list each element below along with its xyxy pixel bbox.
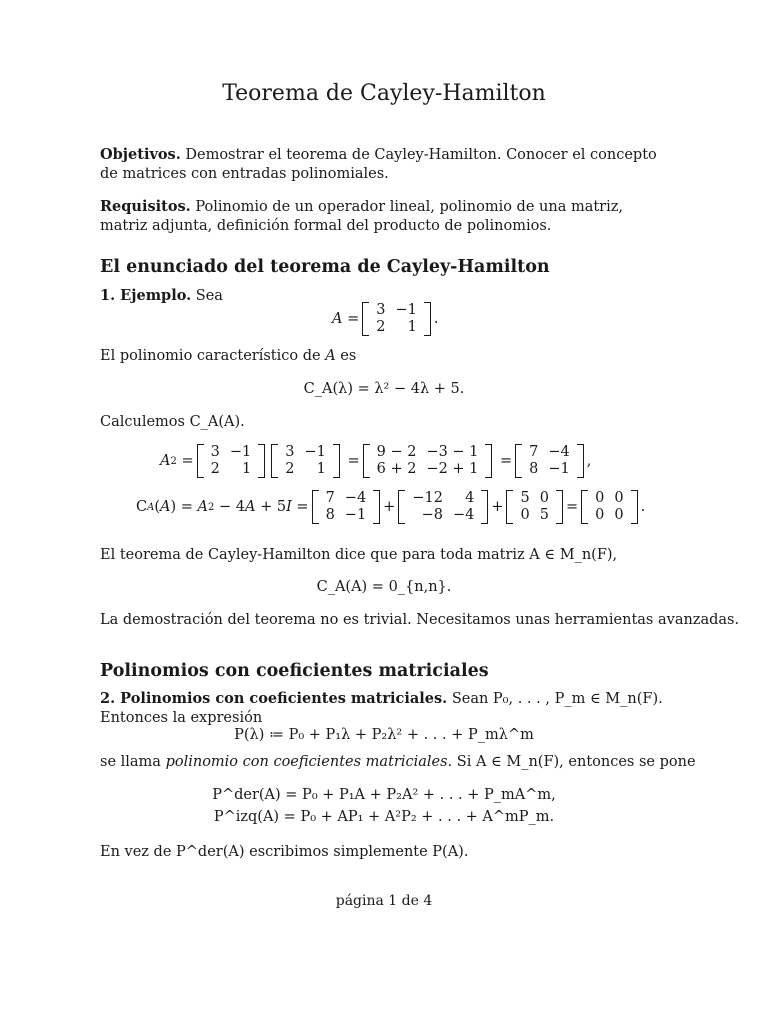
matrix-cell: 1 <box>316 461 326 477</box>
matrix-row <box>407 490 479 507</box>
remark-text: La demostración del teorema no es trivial. Necesitamos unas herramientas avanzadas. <box>100 612 740 628</box>
matrix-cell: 2 <box>376 319 386 335</box>
section-heading-2: Polinomios con coeficientes matriciales <box>100 661 489 681</box>
matrix-polynomial-equation: P(λ) ≔ P₀ + P₁λ + P₂λ² + . . . + P_mλ^m <box>234 727 534 743</box>
matrix-A-squared <box>312 490 381 524</box>
theorem-text: El teorema de Cayley-Hamilton dice que para toda matriz A ∈ M_n(F), <box>100 547 618 563</box>
section-heading-1: El enunciado del teorema de Cayley-Hamilton <box>100 257 550 277</box>
matrix-cell: 1 <box>242 461 252 477</box>
objetivos-label: Objetivos. <box>100 146 181 163</box>
matrix-cell: 3 <box>376 302 386 318</box>
requisitos-text: Polinomio de un operador lineal, polinomio de una matriz, matriz adjunta, definición formal del producto de polinomios. <box>100 199 623 234</box>
matrix-cell: −1 <box>304 444 326 460</box>
A-squared-equation: A 2 = 3 −1 2 1 3 −1 2 1 = 9 − 2 −3 − 1 6 + 2 −2 + 1 = 7 −4 8 −1 , <box>160 444 592 477</box>
charpoly-of-A-equation: C A ( A ) = A 2 − 4 A + 5 I = 7 −4 8 −1 + −12 4 −8 −4 + 5 0 0 5 = 0 0 0 0 . <box>136 490 646 523</box>
matrix-row <box>371 319 422 336</box>
matrix-cell: 8 <box>325 507 335 523</box>
definition-2-paragraph <box>100 690 670 728</box>
matrix-cell: 3 <box>210 444 220 460</box>
matrix-row <box>372 461 484 478</box>
charpoly-equation: C_A(λ) = λ² − 4λ + 5. <box>303 381 465 397</box>
matrix-row <box>524 461 575 478</box>
charpoly-text: El polinomio característico de A es <box>100 348 357 364</box>
matrix-cell: 6 + 2 <box>376 461 417 477</box>
matrix-cell: 5 <box>520 490 530 506</box>
matrix-cell: −1 <box>548 461 570 477</box>
matrix-A-squared-result <box>515 444 584 478</box>
matrix-cell: 0 <box>520 507 530 523</box>
matrix-cell: 9 − 2 <box>376 444 417 460</box>
requisitos-paragraph <box>100 198 670 236</box>
matrix-row <box>372 444 484 461</box>
definition-2-text: Sean P₀, . . . , P_m ∈ M_n(F). Entonces la expresión <box>100 691 663 726</box>
matrix-cell: −8 <box>421 507 443 523</box>
matrix-cell: 2 <box>285 461 295 477</box>
matrix-row <box>206 461 257 478</box>
matrix-row <box>590 507 628 524</box>
example-1-line <box>100 287 223 306</box>
matrix-cell: −2 + 1 <box>426 461 479 477</box>
matrix-cell: 2 <box>210 461 220 477</box>
final-text: En vez de P^der(A) escribimos simplemente P(A). <box>100 844 469 860</box>
matrix-cell: −1 <box>229 444 252 460</box>
example-1-text: Sea <box>195 288 223 304</box>
objetivos-paragraph <box>100 146 670 184</box>
matrix-cell: −4 <box>344 490 367 506</box>
matrix-cell: 8 <box>529 461 539 477</box>
matrix-zero <box>581 490 637 524</box>
objetivos-text: Demostrar el teorema de Cayley-Hamilton. Conocer el concepto de matrices con entradas polinomiales. <box>100 147 657 182</box>
matrix-row <box>515 490 553 507</box>
named-text: se llama polinomio con coeficientes matriciales. Si A ∈ M_n(F), entonces se pone <box>100 754 696 770</box>
matrix-5I <box>506 490 562 524</box>
requisitos-label: Requisitos. <box>100 198 191 215</box>
matrix-A-right-factor <box>271 444 340 478</box>
matrix-row <box>280 444 331 461</box>
matrix-cell: 7 <box>529 444 539 460</box>
right-evaluation-equation: P^der(A) = P₀ + P₁A + P₂A² + . . . + P_mA^m, <box>212 787 556 803</box>
matrix-cell: 0 <box>614 490 624 506</box>
matrix-cell: 0 <box>614 507 624 523</box>
matrix-cell: −4 <box>452 507 475 523</box>
matrix-cell: 1 <box>407 319 417 335</box>
matrix-cell: 4 <box>465 490 475 506</box>
matrix-row <box>321 490 372 507</box>
matrix-minus-4A <box>398 490 488 524</box>
matrix-cell: 0 <box>595 507 605 523</box>
matrix-row <box>524 444 575 461</box>
matrix-A <box>362 302 431 336</box>
matrix-cell: 3 <box>285 444 295 460</box>
matrix-row <box>515 507 553 524</box>
matrix-cell: −1 <box>344 507 367 523</box>
matrix-A-equation: A = 3 −1 2 1 . <box>332 302 439 335</box>
example-1-label: 1. Ejemplo. <box>100 287 192 304</box>
matrix-row <box>407 507 479 524</box>
matrix-A-left-factor <box>197 444 266 478</box>
matrix-cell: 0 <box>539 490 549 506</box>
left-evaluation-equation: P^izq(A) = P₀ + AP₁ + A²P₂ + . . . + A^mP_m. <box>213 809 555 825</box>
matrix-row <box>280 461 331 478</box>
page-footer: página 1 de 4 <box>335 893 433 909</box>
matrix-row <box>321 507 372 524</box>
theorem-equation: C_A(A) = 0_{n,n}. <box>316 579 452 595</box>
matrix-row <box>371 302 422 319</box>
matrix-cell: 0 <box>595 490 605 506</box>
matrix-cell: 5 <box>539 507 549 523</box>
matrix-cell: −4 <box>548 444 570 460</box>
definition-2-label: 2. Polinomios con coeficientes matriciales. <box>100 690 448 707</box>
matrix-cell: −12 <box>412 490 443 506</box>
matrix-cell: −1 <box>395 302 417 318</box>
matrix-cell: 7 <box>325 490 335 506</box>
matrix-row <box>590 490 628 507</box>
calc-text: Calculemos C_A(A). <box>100 414 245 430</box>
matrix-A-squared-expanded <box>363 444 493 478</box>
page-title: Teorema de Cayley-Hamilton <box>222 81 546 106</box>
matrix-cell: −3 − 1 <box>426 444 479 460</box>
matrix-row <box>206 444 257 461</box>
